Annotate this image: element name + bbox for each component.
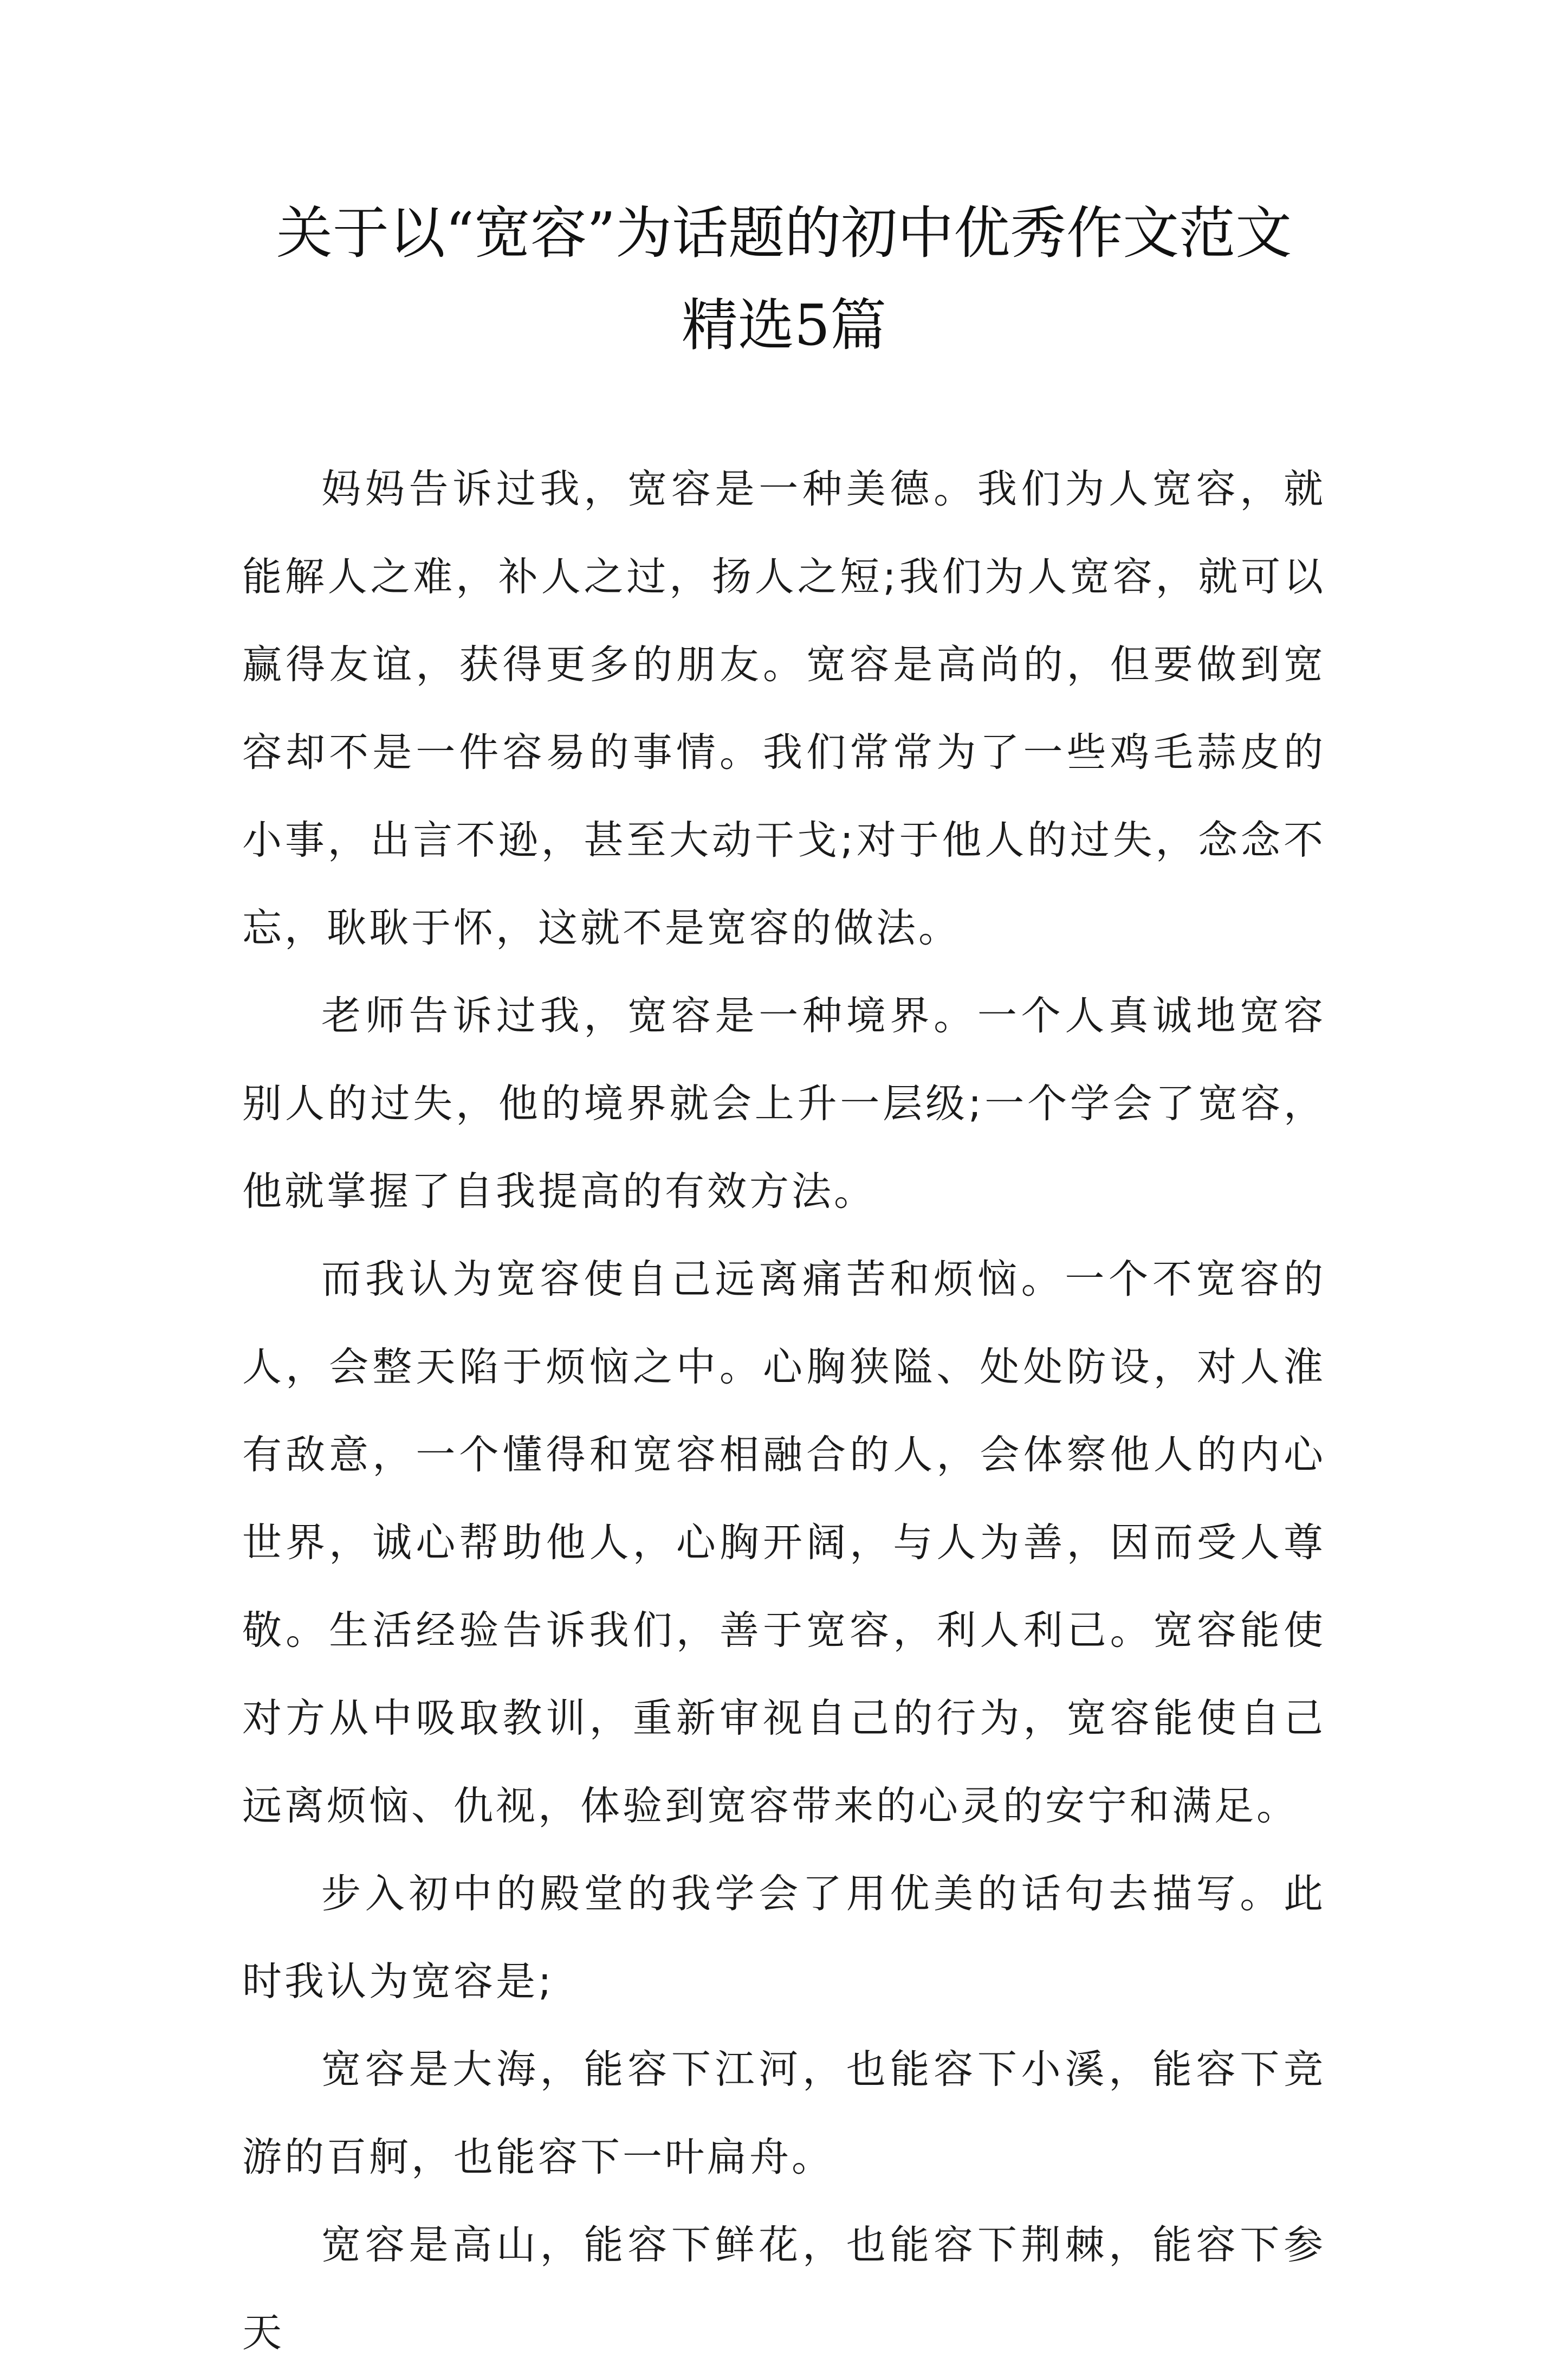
document-body [242, 445, 1326, 2377]
title-line-1: 关于以“宽容”为话题的初中优秀作文范文 [276, 200, 1292, 266]
paragraph: 步入初中的殿堂的我学会了用优美的话句去描写。此时我认为宽容是; [242, 1871, 1326, 2005]
title-line-2: 精选5篇 [681, 292, 887, 358]
paragraph: 而我认为宽容使自己远离痛苦和烦恼。一个不宽容的人，会整天陷于烦恼之中。心胸狭隘、处处防设，对人淮有敌意，一个懂得和宽容相融合的人，会体察他人的内心世界，诚心帮助他人，心胸开阔，与人为善，因而受人尊敬。生活经验告诉我们，善于宽容，利人利己。宽容能使对方从中吸取教训，重新审视自己的行为，宽容能使自己远离烦恼、仇视，体验到宽容带来的心灵的安宁和满足。 [242, 1256, 1326, 1829]
paragraph: 宽容是高山，能容下鲜花，也能容下荆棘，能容下参天 [242, 2222, 1326, 2356]
paragraph: 妈妈告诉过我，宽容是一种美德。我们为人宽容，就能解人之难，补人之过，扬人之短;我们为人宽容，就可以赢得友谊，获得更多的朋友。宽容是高尚的，但要做到宽容却不是一件容易的事情。我们常常为了一些鸡毛蒜皮的小事，出言不逊，甚至大动干戈;对于他人的过失，念念不忘，耿耿于怀，这就不是宽容的做法。 [242, 466, 1326, 951]
document-title [190, 187, 1378, 371]
paragraph: 宽容是大海，能容下江河，也能容下小溪，能容下竞游的百舸，也能容下一叶扁舟。 [242, 2046, 1326, 2180]
paragraph: 老师告诉过我，宽容是一种境界。一个人真诚地宽容别人的过失，他的境界就会上升一层级;一个学会了宽容，他就掌握了自我提高的有效方法。 [242, 993, 1326, 1215]
